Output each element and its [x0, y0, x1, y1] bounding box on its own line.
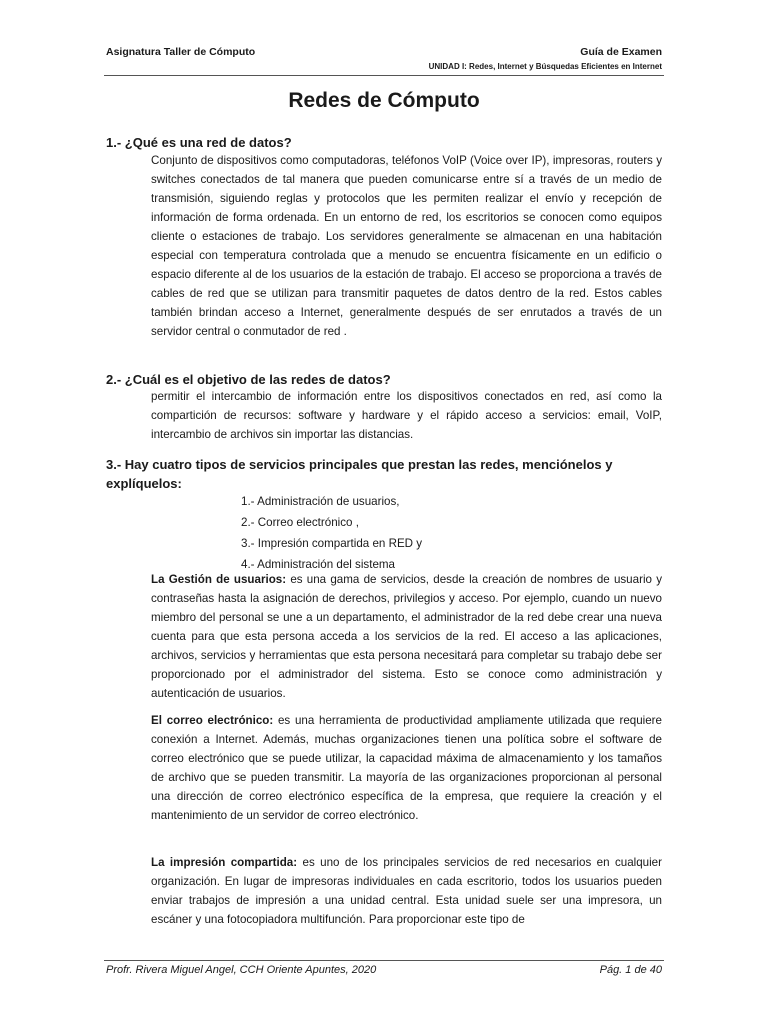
- header-course: Asignatura Taller de Cómputo: [106, 46, 256, 58]
- page-title: Redes de Cómputo: [288, 89, 480, 112]
- footer-page-number: Pág. 1 de 40: [599, 964, 662, 976]
- header-unit: UNIDAD I: Redes, Internet y Búsquedas Eficientes en Internet: [428, 62, 662, 71]
- paragraph-shared-printing: [151, 853, 662, 929]
- header-divider: [104, 75, 664, 76]
- paragraph-email: [151, 711, 662, 825]
- footer-author: Profr. Rivera Miguel Angel, CCH Oriente Apuntes, 2020: [106, 964, 377, 976]
- list-item: 3.- Impresión compartida en RED y: [241, 537, 423, 550]
- paragraph-text: es una gama de servicios, desde la creación de nombres de usuario y contraseñas hasta la asignación de derechos, privilegios y acceso. Por ejemplo, cuando un nuevo miembro del personal se une a un departamento, el administrador de la red debe crear una nueva cuenta para que esta persona acceda a los servicios de la red. El acceso a las aplicaciones, archivos, servicios y herramientas que esta persona necesitará para completar su trabajo debe ser proporcionado por el administrador del sistema. Esto se conoce como administración y autenticación de usuarios.: [151, 573, 662, 700]
- header-doc-type: Guía de Examen: [580, 46, 662, 58]
- paragraph-text: es uno de los principales servicios de red necesarios en cualquier organización. En lugar de impresoras individuales en cada escritorio, todos los usuarios pueden enviar trabajos de impresión a una unidad central. Esta unidad suele ser una impresora, un escáner y una fotocopiadora multifunción. Para proporcionar este tipo de: [151, 856, 662, 926]
- question-1: 1.- ¿Qué es una red de datos?: [106, 135, 292, 150]
- list-item: 1.- Administración de usuarios,: [241, 495, 400, 508]
- services-list: [241, 491, 422, 575]
- question-3: 3.- Hay cuatro tipos de servicios principales que prestan las redes, menciónelos y explíquelos:: [106, 457, 613, 491]
- list-item: 4.- Administración del sistema: [241, 558, 396, 571]
- question-2: 2.- ¿Cuál es el objetivo de las redes de datos?: [106, 372, 391, 387]
- paragraph-lead: El correo electrónico:: [151, 714, 274, 727]
- paragraph-user-management: [151, 570, 662, 703]
- paragraph-text: es una herramienta de productividad ampliamente utilizada que requiere conexión a Internet. Además, muchas organizaciones tienen una política sobre el software de correo electrónico que se puede utilizar, la capacidad máxima de almacenamiento y los tamaños de archivo que se pueden transmitir. La mayoría de las organizaciones proporcionan al personal una dirección de correo electrónico específica de la empresa, que requiere la creación y el mantenimiento de un servidor de correo electrónico.: [151, 714, 662, 822]
- list-item: 2.- Correo electrónico ,: [241, 516, 359, 529]
- footer-divider: [104, 960, 664, 961]
- paragraph-lead: La impresión compartida:: [151, 856, 298, 869]
- answer-1: Conjunto de dispositivos como computadoras, teléfonos VoIP (Voice over IP), impresoras, routers y switches conectados de tal manera que pueden comunicarse entre sí a través de un medio de transmisión, siguiendo reglas y protocolos que les permiten realizar el envío y recepción de información de forma ordenada. En un entorno de red, los escritorios se conocen como equipos cliente o estaciones de trabajo. Los servidores generalmente se almacenan en una habitación especial con temperatura controlada que a menudo se encuentra físicamente en un edificio o espacio diferente al de los usuarios de la estación de trabajo. El acceso se proporciona a través de cables de red que se utilizan para transmitir paquetes de datos dentro de la red. Estos cables también brindan acceso a Internet, generalmente después de ser enrutados a través de un servidor central o conmutador de red .: [151, 154, 662, 338]
- paragraph-lead: La Gestión de usuarios:: [151, 573, 287, 586]
- answer-2: permitir el intercambio de información entre los dispositivos conectados en red, así como la compartición de recursos: software y hardware y el rápido acceso a servicios: email, VoIP, intercambio de archivos sin importar las distancias.: [151, 390, 662, 441]
